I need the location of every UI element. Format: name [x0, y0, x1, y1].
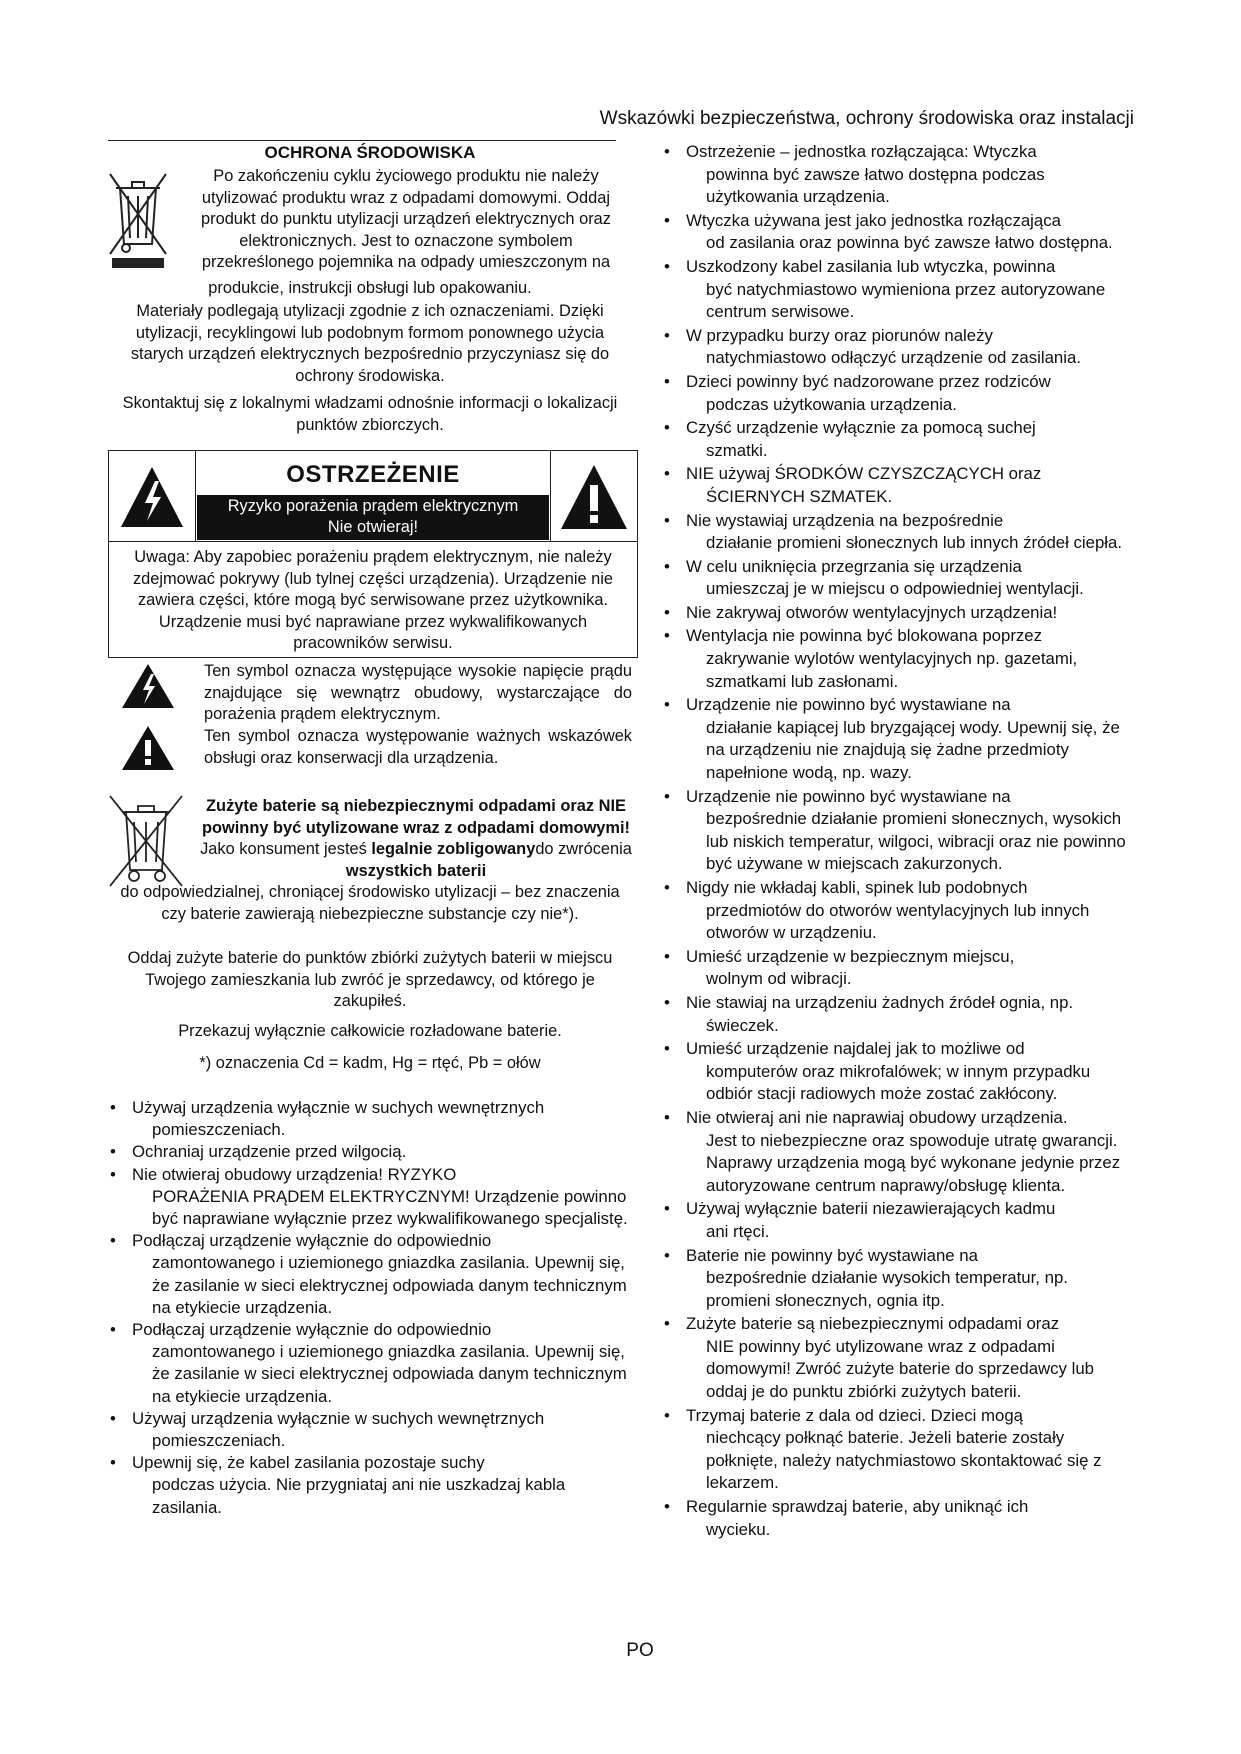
warning-body: Uwaga: Aby zapobiec porażeniu prądem elektrycznym, nie należy zdejmować pokrywy (lub tylnej części urządzenia). Urządzenie nie zawiera części, które mogą być serwisowane przez użytkownika. Urządzenie musi być naprawiane przez wykwalifikowanych pracowników serwisu.: [132, 548, 614, 652]
list-item: [662, 1405, 1132, 1495]
bullet-rest: powinna być zawsze łatwo dostępna podczas użytkowania urządzenia.: [706, 164, 1045, 207]
page-header: Wskazówki bezpieczeństwa, ochrony środowiska oraz instalacji: [599, 108, 1134, 129]
left-bullet-list: [108, 1097, 632, 1519]
page-footer-label: PO: [626, 1640, 654, 1661]
warning-band-line: Nie otwieraj!: [327, 518, 419, 536]
warning-right-cell: [550, 451, 637, 541]
bullet-first: Zużyte baterie są niebezpiecznymi odpadami oraz: [686, 1314, 1060, 1334]
bullet-rest: szmatki.: [706, 440, 768, 460]
warning-band: [197, 495, 549, 540]
list-item: [662, 1198, 1132, 1243]
bullet-rest: być natychmiastowo wymieniona przez autoryzowane centrum serwisowe.: [706, 279, 1106, 322]
exclamation-warning-icon: [551, 451, 637, 541]
environment-section: [108, 142, 632, 164]
environment-line: elektronicznych. Jest to oznaczone symbolem: [239, 231, 573, 250]
lightning-symbol-icon: [118, 660, 178, 712]
environment-p4: Skontaktuj się z lokalnymi władzami odnośnie informacji o lokalizacji punktów zbiorczych.: [122, 394, 618, 434]
environment-title: OCHRONA ŚRODOWISKA: [264, 143, 476, 162]
bullet-first: Nigdy nie wkładaj kabli, spinek lub podobnych: [686, 878, 1028, 897]
list-item: [662, 510, 1132, 555]
bullet-rest: niechcący połknąć baterie. Jeżeli baterie zostały połknięte, należy natychmiastowo skontaktować się z lekarzem.: [706, 1428, 1102, 1493]
list-item: [662, 417, 1132, 462]
weee-bin-icon: [106, 166, 170, 270]
list-item: [108, 1141, 632, 1163]
list-item: [662, 1496, 1132, 1541]
warning-band-line: Ryzyko porażenia prądem elektrycznym: [227, 497, 519, 515]
list-item: [662, 1038, 1132, 1106]
battery-notice: [200, 796, 632, 882]
bullet-first: Umieść urządzenie najdalej jak to możliwe od: [686, 1039, 1025, 1059]
environment-p2: produkcie, instrukcji obsługi lub opakowaniu.: [208, 279, 532, 297]
battery-text-1: Jako konsument jesteś: [200, 840, 372, 858]
bullet-rest: zakrywanie wylotów wentylacyjnych np. gazetami, szmatkami lub zasłonami.: [706, 649, 1078, 691]
bullet-first: Ochraniaj urządzenie przed wilgocią.: [132, 1142, 407, 1162]
battery-bin-icon: [104, 790, 188, 890]
bullet-rest: pomieszczeniach.: [152, 1120, 286, 1140]
battery-bold-3: wszystkich baterii: [345, 861, 487, 880]
list-item: [662, 625, 1132, 693]
list-item: [662, 371, 1132, 416]
bullet-first: Dzieci powinny być nadzorowane przez rodziców: [686, 371, 1051, 391]
battery-p3: Przekazuj wyłącznie całkowicie rozładowane baterie.: [178, 1022, 562, 1040]
bullet-rest: bezpośrednie działanie wysokich temperatur, np. promieni słonecznych, ognia itp.: [706, 1268, 1068, 1310]
bullet-first: Nie otwieraj obudowy urządzenia! RYZYKO: [132, 1164, 457, 1184]
bullet-first: Nie wystawiaj urządzenia na bezpośrednie: [686, 510, 1004, 530]
bullet-rest: natychmiastowo odłączyć urządzenie od zasilania.: [706, 348, 1081, 368]
bullet-rest: podczas użycia. Nie przygniataj ani nie uszkadzaj kabla zasilania.: [152, 1475, 566, 1517]
environment-lines: [180, 166, 632, 274]
bullet-rest: komputerów oraz mikrofalówek; w innym przypadku odbiór stacji radiowych może zostać zakłócony.: [706, 1061, 1091, 1104]
list-item: [662, 141, 1132, 209]
bullet-first: Podłączaj urządzenie wyłącznie do odpowiednio: [132, 1231, 492, 1251]
bullet-rest: od zasilania oraz powinna być zawsze łatwo dostępna.: [706, 233, 1113, 253]
bullet-rest: ani rtęci.: [706, 1221, 770, 1241]
bullet-first: W przypadku burzy oraz piorunów należy: [686, 325, 993, 345]
list-item: [662, 992, 1132, 1037]
bullet-first: Ostrzeżenie – jednostka rozłączająca: Wtyczka: [686, 142, 1037, 161]
battery-bold-2: legalnie zobligowany: [371, 840, 536, 858]
bullet-first: Używaj urządzenia wyłącznie w suchych wewnętrznych: [132, 1408, 545, 1428]
environment-line: Po zakończeniu cyklu życiowego produktu nie należy: [213, 167, 599, 185]
bullet-first: Urządzenie nie powinno być wystawiane na: [686, 695, 1011, 715]
battery-text-3: do odpowiedzialnej, chroniącej środowisko utylizacji – bez znaczenia czy baterie zawierają niebezpieczne substancje czy nie*).: [120, 883, 620, 923]
list-item: [108, 1097, 632, 1141]
bullet-first: NIE używaj ŚRODKÓW CZYSZCZĄCYCH oraz: [686, 464, 1042, 484]
bullet-first: Uszkodzony kabel zasilania lub wtyczka, powinna: [686, 256, 1056, 276]
bullet-first: Trzymaj baterie z dala od dzieci. Dzieci mogą: [686, 1405, 1024, 1425]
list-item: [662, 694, 1132, 784]
header-rule: [108, 140, 616, 141]
bullet-first: Nie stawiaj na urządzeniu żadnych źródeł ognia, np.: [686, 992, 1074, 1012]
exclamation-symbol-icon: [118, 722, 178, 774]
bullet-first: Używaj urządzenia wyłącznie w suchych wewnętrznych: [132, 1098, 545, 1117]
bullet-rest: zamontowanego i uziemionego gniazdka zasilania. Upewnij się, że zasilanie w sieci elektrycznej odpowiada danym technicznym na etykiecie urządzenia.: [152, 1253, 627, 1317]
bullet-rest: umieszczaj je w miejscu o odpowiedniej wentylacji.: [706, 579, 1084, 599]
bullet-rest: ŚCIERNYCH SZMATEK.: [706, 486, 893, 506]
battery-bold-1: Zużyte baterie są niebezpiecznymi odpadami oraz NIE powinny być utylizowane wraz z odpadami domowymi!: [201, 797, 631, 837]
list-item: [662, 556, 1132, 601]
bullet-first: Używaj wyłącznie baterii niezawierających kadmu: [686, 1199, 1056, 1219]
bullet-first: Podłączaj urządzenie wyłącznie do odpowiednio: [132, 1320, 492, 1340]
list-item: [108, 1164, 632, 1231]
list-item: [108, 1408, 632, 1452]
bullet-first: Nie zakrywaj otworów wentylacyjnych urządzenia!: [686, 602, 1058, 622]
environment-p3: Materiały podlegają utylizacji zgodnie z ich oznaczeniami. Dzięki utylizacji, recyklingowi lub podobnym formom ponownego użycia starych urządzeń elektrycznych bezpośrednio przyczyniasz się do ochrony środowiska.: [130, 302, 610, 385]
bullet-rest: NIE powinny być utylizowane wraz z odpadami domowymi! Zwróć zużyte baterie do sprzedawcy lub oddaj je do punktu zbiórki zużytych baterii.: [706, 1336, 1094, 1402]
list-item: [662, 1107, 1132, 1197]
bullet-rest: podczas użytkowania urządzenia.: [706, 394, 957, 414]
environment-line: produkt do punktu utylizacji urządzeń elektrycznych oraz: [201, 210, 611, 229]
bullet-rest: wolnym od wibracji.: [706, 969, 852, 989]
environment-line: przekreślonego pojemnika na odpady umieszczonym na: [201, 253, 611, 272]
bullet-first: Nie otwieraj ani nie naprawiaj obudowy urządzenia.: [686, 1107, 1068, 1127]
bullet-rest: działanie promieni słonecznych lub innych źródeł ciepła.: [706, 533, 1123, 553]
lightning-warning-icon: [109, 451, 195, 541]
bullet-rest: przedmiotów do otworów wentylacyjnych lub innych otworów w urządzeniu.: [706, 900, 1090, 943]
bullet-rest: wycieku.: [706, 1519, 771, 1539]
bullet-first: Umieść urządzenie w bezpiecznym miejscu,: [686, 946, 1015, 966]
list-item: [108, 1319, 632, 1408]
warning-header: [109, 451, 637, 542]
bullet-rest: działanie kapiącej lub bryzgającej wody. Upewnij się, że na urządzeniu nie znajdują się żadne przedmioty napełnione wodą, np. wazy.: [706, 717, 1120, 783]
warning-box: [108, 450, 638, 658]
list-item: [662, 1245, 1132, 1313]
warning-title-cell: [197, 451, 549, 541]
bullet-first: Czyść urządzenie wyłącznie za pomocą suchej: [686, 418, 1036, 438]
bullet-first: Baterie nie powinny być wystawiane na: [686, 1245, 978, 1265]
bullet-rest: pomieszczeniach.: [152, 1431, 286, 1451]
warning-left-cell: [109, 451, 196, 541]
warning-title: OSTRZEŻENIE: [286, 461, 460, 488]
bullet-rest: zamontowanego i uziemionego gniazdka zasilania. Upewnij się, że zasilanie w sieci elektrycznej odpowiada danym technicznym na etykiecie urządzenia.: [152, 1342, 627, 1406]
list-item: [662, 256, 1132, 324]
bullet-first: Wtyczka używana jest jako jednostka rozłączająca: [686, 210, 1061, 230]
bullet-first: Upewnij się, że kabel zasilania pozostaje suchy: [132, 1453, 485, 1473]
list-item: [662, 463, 1132, 508]
list-item: [662, 210, 1132, 255]
bullet-first: Wentylacja nie powinna być blokowana poprzez: [686, 626, 1043, 646]
list-item: [662, 602, 1132, 625]
list-item: [662, 786, 1132, 876]
bullet-rest: Jest to niebezpieczne oraz spowoduje utratę gwarancji. Naprawy urządzenia mogą być wykonane jedynie przez autoryzowane centrum naprawy/obsługę klienta.: [706, 1130, 1121, 1195]
bullet-first: Urządzenie nie powinno być wystawiane na: [686, 786, 1011, 806]
bullet-first: Regularnie sprawdzaj baterie, aby uniknąć ich: [686, 1497, 1029, 1517]
exclamation-symbol-text: Ten symbol oznacza występowanie ważnych wskazówek obsługi oraz konserwacji dla urządzenia.: [204, 727, 632, 767]
environment-line: utylizować produktu wraz z odpadami domowymi. Oddaj: [201, 188, 611, 207]
bullet-rest: świeczek.: [706, 1015, 779, 1035]
list-item: [108, 1230, 632, 1319]
list-item: [662, 946, 1132, 991]
bullet-rest: bezpośrednie działanie promieni słonecznych, wysokich lub niskich temperatur, wilgoci, wibracji oraz nie powinno być używane w miejscach zakurzonych.: [706, 809, 1126, 874]
lightning-symbol-text: Ten symbol oznacza występujące wysokie napięcie prądu znajdujące się wewnątrz obudowy, wystarczające do porażenia prądem elektrycznym.: [204, 662, 632, 723]
bullet-first: W celu uniknięcia przegrzania się urządzenia: [686, 556, 1022, 576]
right-bullet-list: [662, 141, 1132, 1542]
battery-p2: Oddaj zużyte baterie do punktów zbiórki zużytych baterii w miejscu Twojego zamieszkania lub zwróć je sprzedawcy, od którego je zakupiłeś.: [127, 949, 613, 1010]
list-item: [662, 877, 1132, 945]
bullet-rest: PORAŻENIA PRĄDEM ELEKTRYCZNYM! Urządzenie powinno być naprawiane wyłącznie przez wykwalifikowanego specjalistę.: [152, 1186, 628, 1229]
list-item: [662, 325, 1132, 370]
list-item: [108, 1452, 632, 1519]
battery-text-2: do zwrócenia: [535, 840, 632, 858]
battery-p4: *) oznaczenia Cd = kadm, Hg = rtęć, Pb = ołów: [199, 1054, 541, 1072]
list-item: [662, 1313, 1132, 1403]
